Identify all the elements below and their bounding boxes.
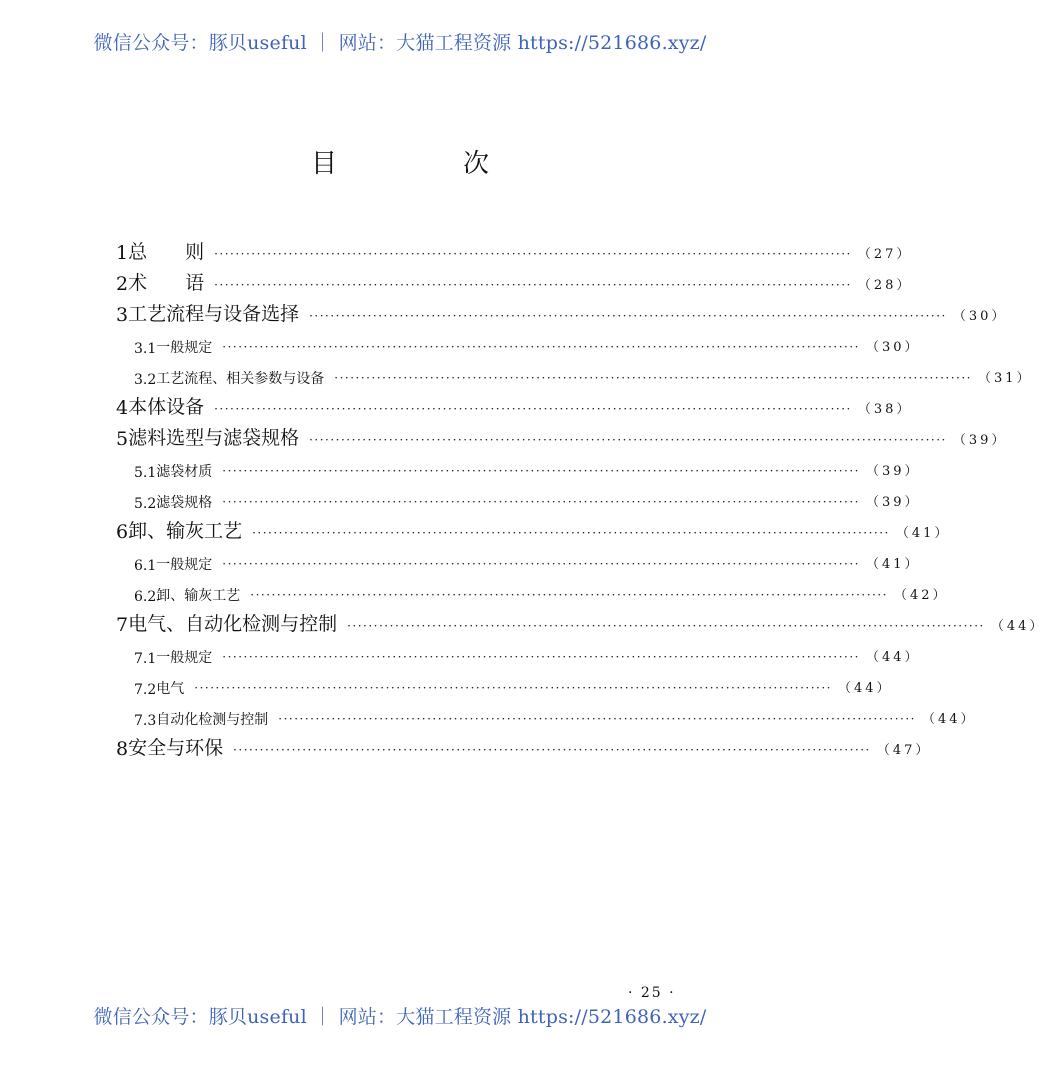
toc-entry-number: 7.3 bbox=[134, 713, 157, 729]
toc-entry-number: 5 bbox=[116, 428, 129, 450]
toc-entry-label: 工艺流程、相关参数与设备 bbox=[156, 371, 325, 387]
toc-leader-dots: ························································································································ bbox=[214, 278, 852, 292]
toc-entry-number: 6 bbox=[116, 521, 129, 543]
toc-leader-dots: ························································································································ bbox=[278, 712, 916, 726]
toc-entry-page: （39） bbox=[866, 495, 921, 510]
toc-leader-dots: ························································································································ bbox=[347, 619, 985, 633]
toc-entry-number: 7 bbox=[116, 614, 129, 636]
toc-entry-page: （27） bbox=[857, 247, 913, 262]
toc-entry-label: 总 则 bbox=[128, 241, 205, 263]
toc-entry-label: 安全与环保 bbox=[128, 737, 224, 759]
toc-entry-number: 3 bbox=[116, 304, 129, 326]
toc-entry-number: 6.2 bbox=[134, 589, 157, 605]
toc-entry-label: 一般规定 bbox=[156, 340, 213, 356]
toc-entry-page: （44） bbox=[838, 681, 893, 696]
toc-entry bbox=[116, 543, 921, 574]
toc-entry bbox=[116, 667, 893, 698]
toc-entry-number: 7.2 bbox=[134, 682, 157, 698]
watermark-bottom: 微信公众号：豚贝useful ｜ 网站：大猫工程资源 https://521686.xyz/ bbox=[93, 1006, 707, 1028]
toc-leader-dots: ························································································································ bbox=[309, 433, 947, 447]
toc-entry bbox=[116, 233, 913, 264]
toc-leader-dots: ························································································································ bbox=[222, 650, 860, 664]
page-title: 目 次 bbox=[310, 149, 539, 179]
toc-entry bbox=[116, 326, 921, 357]
toc-entry bbox=[116, 357, 1033, 388]
toc-entry-number: 5.1 bbox=[134, 465, 157, 481]
toc-entry bbox=[116, 295, 1008, 326]
toc-entry-page: （47） bbox=[876, 743, 932, 758]
toc-entry-label: 术 语 bbox=[128, 272, 205, 294]
toc-entry bbox=[116, 636, 921, 667]
toc-entry-page: （30） bbox=[866, 340, 921, 355]
toc-entry bbox=[116, 574, 949, 605]
toc-entry-label: 本体设备 bbox=[128, 396, 205, 418]
toc-entry-label: 一般规定 bbox=[156, 650, 213, 666]
toc-leader-dots: ························································································································ bbox=[233, 743, 871, 757]
toc-leader-dots: ························································································································ bbox=[194, 681, 832, 695]
toc-entry bbox=[116, 450, 921, 481]
toc-entry-label: 电气、自动化检测与控制 bbox=[128, 613, 338, 635]
toc-entry-page: （28） bbox=[857, 278, 913, 293]
toc-entry-page: （38） bbox=[857, 402, 913, 417]
toc-entry-label: 卸、输灰工艺 bbox=[128, 520, 243, 542]
toc-entry-page: （44） bbox=[922, 712, 977, 727]
toc-entry-page: （30） bbox=[952, 309, 1008, 324]
watermark-top: 微信公众号：豚贝useful ｜ 网站：大猫工程资源 https://521686.xyz/ bbox=[93, 32, 707, 54]
toc-entry-label: 滤料选型与滤袋规格 bbox=[128, 427, 300, 449]
toc-leader-dots: ························································································································ bbox=[309, 309, 947, 323]
toc-entry-label: 滤袋材质 bbox=[156, 464, 213, 480]
toc-entry-number: 8 bbox=[116, 738, 129, 760]
toc-entry-number: 1 bbox=[116, 242, 129, 264]
toc-entry-label: 卸、输灰工艺 bbox=[156, 588, 241, 604]
toc-entry-label: 一般规定 bbox=[156, 557, 213, 573]
toc-entry-number: 3.2 bbox=[134, 372, 157, 388]
toc-entry-label: 自动化检测与控制 bbox=[156, 712, 269, 728]
toc-entry bbox=[116, 729, 932, 760]
toc-entry-number: 2 bbox=[116, 273, 129, 295]
toc-leader-dots: ························································································································ bbox=[222, 495, 860, 509]
toc-entry-page: （41） bbox=[895, 526, 951, 541]
toc-entry bbox=[116, 419, 1008, 450]
toc-leader-dots: ························································································································ bbox=[222, 557, 860, 571]
toc-leader-dots: ························································································································ bbox=[334, 371, 972, 385]
toc-entry bbox=[116, 264, 913, 295]
toc-entry-number: 3.1 bbox=[134, 341, 157, 357]
toc-leader-dots: ························································································································ bbox=[214, 247, 852, 261]
toc-entry-label: 工艺流程与设备选择 bbox=[128, 303, 300, 325]
toc-entry-page: （39） bbox=[866, 464, 921, 479]
toc-entry-page: （41） bbox=[866, 557, 921, 572]
toc-leader-dots: ························································································································ bbox=[214, 402, 852, 416]
toc-entry-page: （39） bbox=[952, 433, 1008, 448]
toc-entry-number: 6.1 bbox=[134, 558, 157, 574]
toc-entry-page: （44） bbox=[990, 619, 1045, 634]
toc-entry-label: 电气 bbox=[156, 681, 185, 697]
toc-leader-dots: ························································································································ bbox=[250, 588, 888, 602]
toc-entry-number: 5.2 bbox=[134, 496, 157, 512]
page-number: · 25 · bbox=[628, 985, 676, 1001]
toc-entry bbox=[116, 512, 951, 543]
toc-entry-page: （44） bbox=[866, 650, 921, 665]
toc-entry bbox=[116, 605, 1045, 636]
toc-entry bbox=[116, 388, 913, 419]
table-of-contents bbox=[116, 233, 1045, 760]
toc-entry bbox=[116, 481, 921, 512]
toc-entry-label: 滤袋规格 bbox=[156, 495, 213, 511]
toc-entry-page: （31） bbox=[978, 371, 1033, 386]
toc-leader-dots: ························································································································ bbox=[252, 526, 890, 540]
toc-entry-page: （42） bbox=[894, 588, 949, 603]
toc-leader-dots: ························································································································ bbox=[222, 464, 860, 478]
toc-entry-number: 4 bbox=[116, 397, 129, 419]
toc-entry bbox=[116, 698, 977, 729]
toc-leader-dots: ························································································································ bbox=[222, 340, 860, 354]
toc-entry-number: 7.1 bbox=[134, 651, 157, 667]
